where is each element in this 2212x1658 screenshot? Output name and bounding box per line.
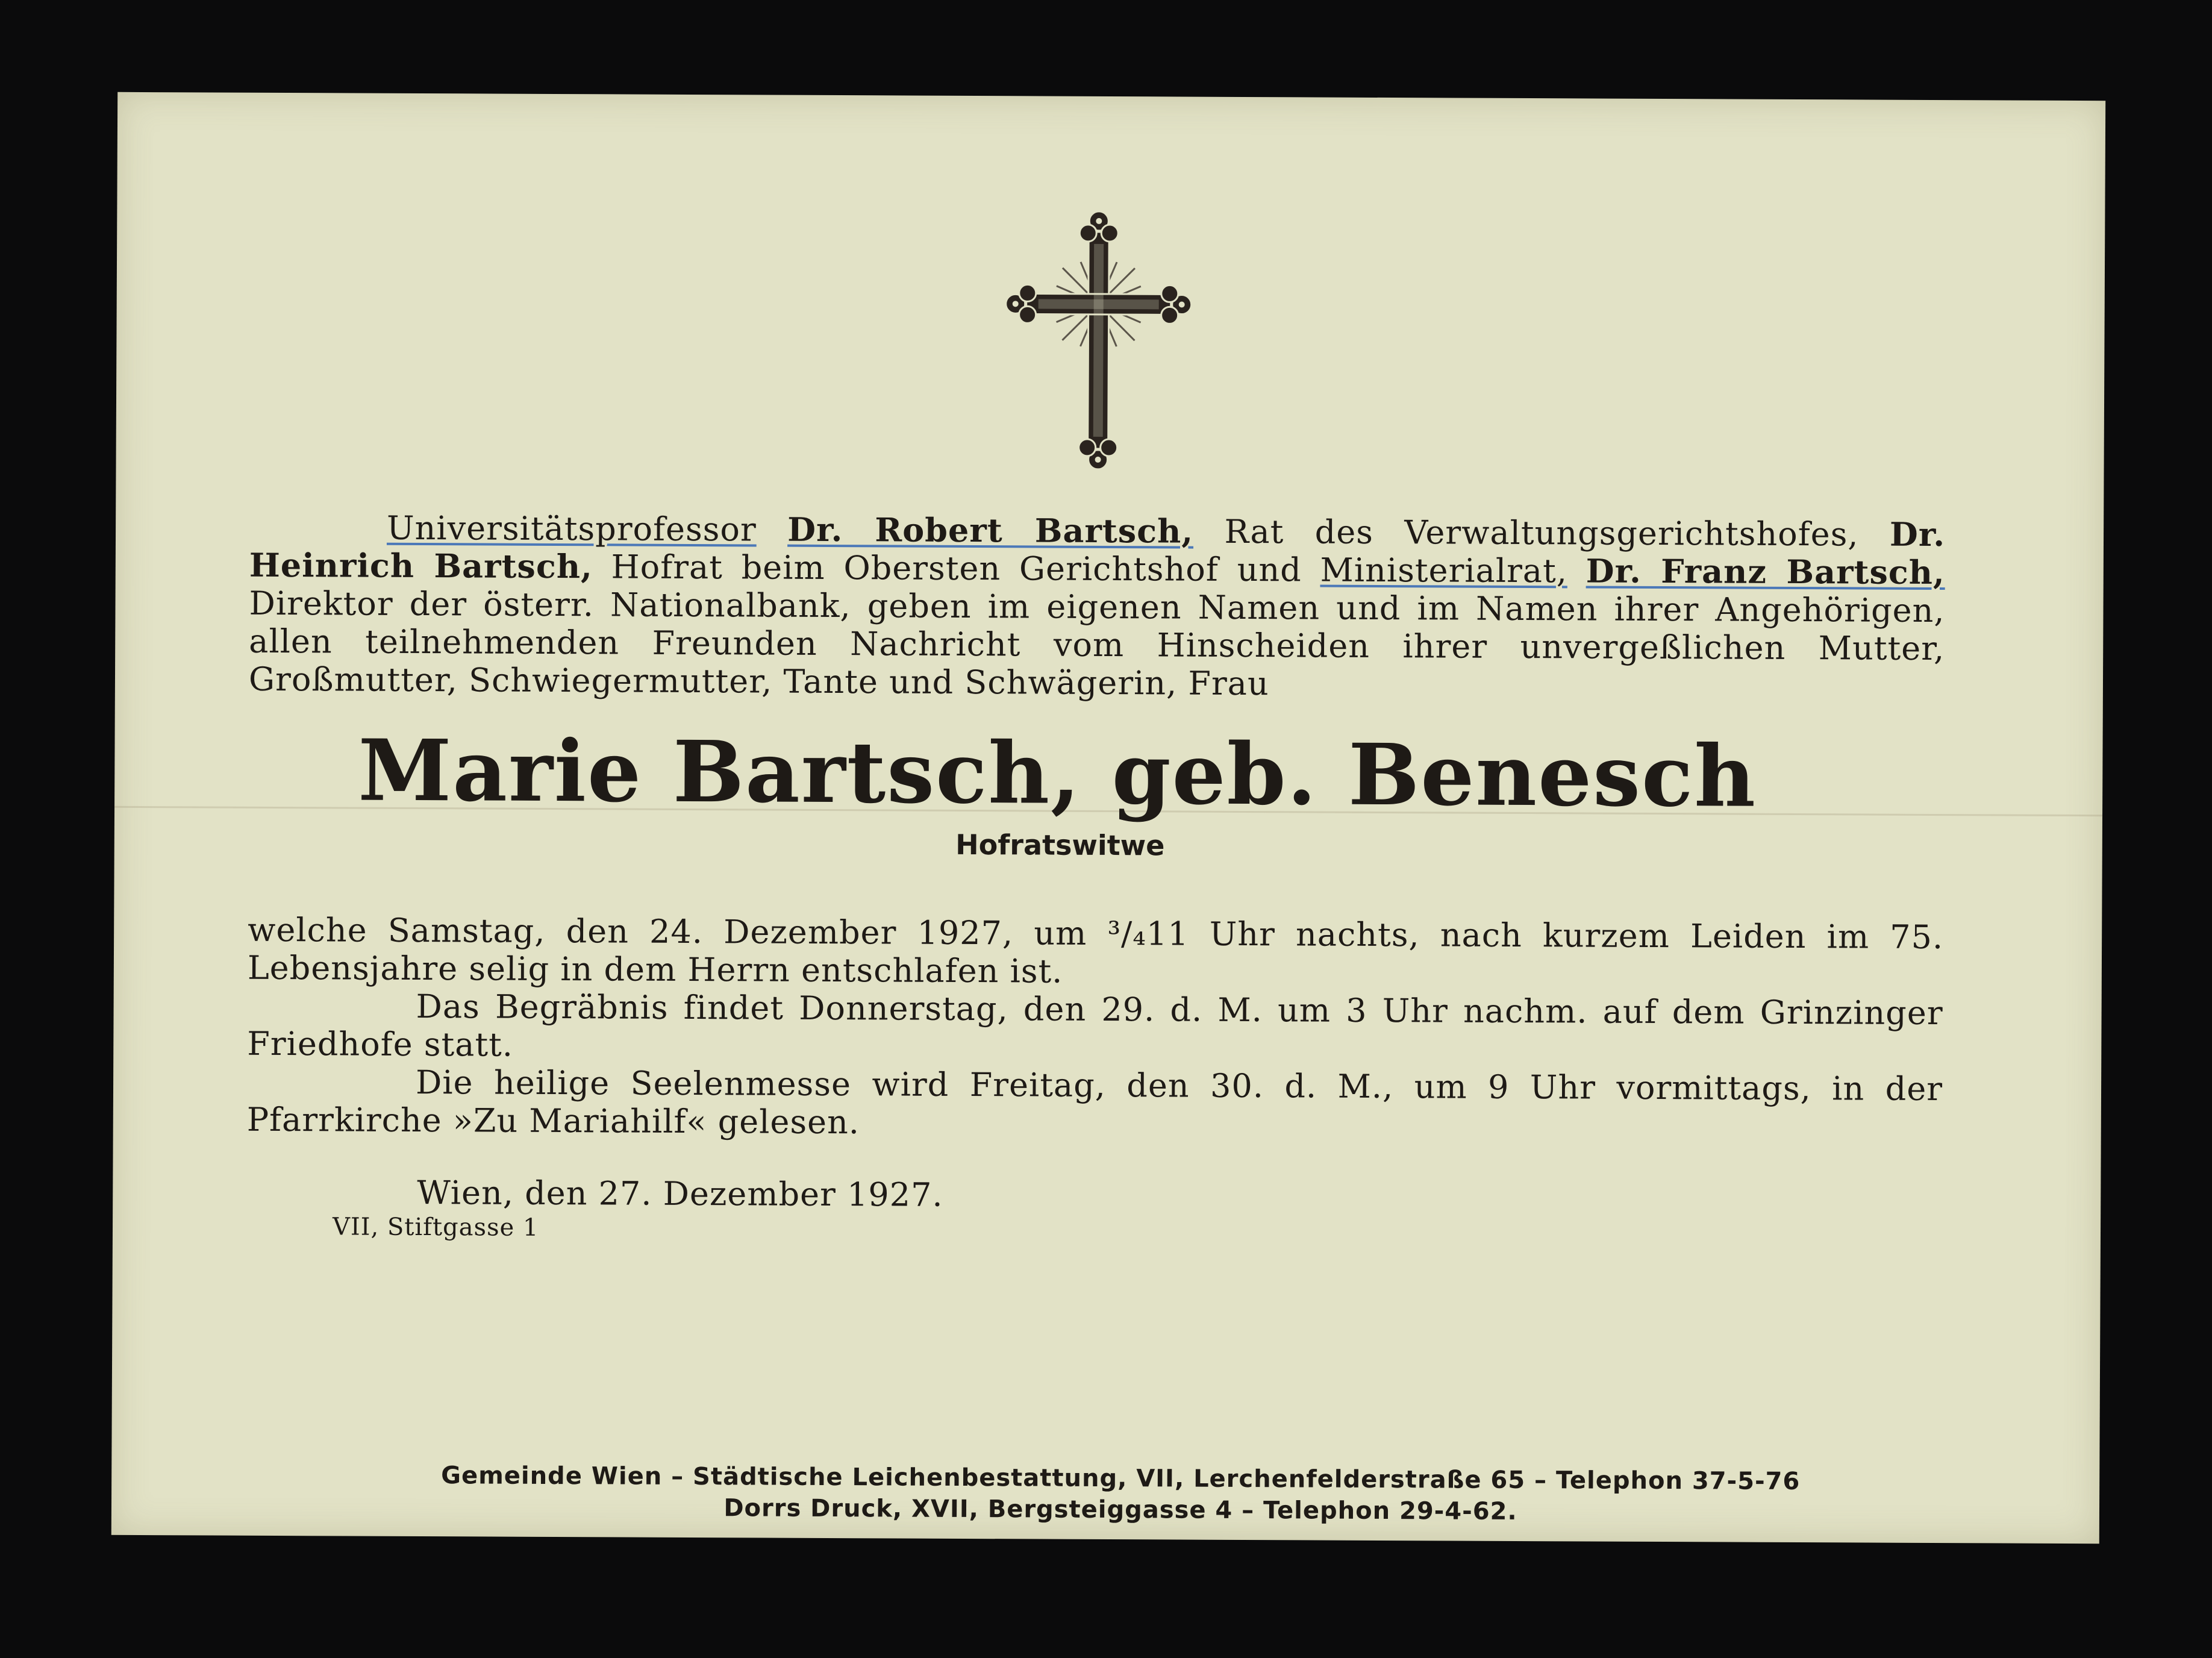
mourning-card <box>111 92 2105 1544</box>
footer-line-1: Gemeinde Wien – Städtische Leichenbestattung, VII, Lerchenfelderstraße 65 – Telephon 37-5-76 <box>441 1462 1801 1496</box>
death-paragraph: welche Samstag, den 24. Dezember 1927, um ³/₄11 Uhr nachts, nach kurzem Leiden im 75. Lebensjahre selig in dem Herrn entschlafen ist. <box>247 910 1944 990</box>
footer-line-2: Dorrs Druck, XVII, Bergsteiggasse 4 – Telephon 29-4-62. <box>723 1494 1517 1525</box>
son-name-3: Dr. Franz Bartsch, <box>1586 551 1945 592</box>
deceased-name: Marie Bartsch, geb. Benesch <box>358 721 1757 827</box>
cross-icon <box>1001 207 1195 473</box>
address: VII, Stiftgasse 1 <box>332 1213 539 1242</box>
intro-title-2: Rat des Verwaltungsgerichtshofes, <box>1224 512 1859 554</box>
printer-footer <box>111 1459 2099 1530</box>
mass-paragraph: Die heilige Seelenmesse wird Freitag, den 30. d. M., um 9 Uhr vormittags, in der Pfarrkirche »Zu Mariahilf« gelesen. <box>246 1063 1943 1142</box>
announcement-paragraph <box>249 508 1945 705</box>
intro-title-4: Ministerialrat, <box>1320 551 1568 590</box>
funeral-paragraph: Das Begräbnis findet Donnerstag, den 29. d. M. um 3 Uhr nachm. auf dem Grinzinger Friedhofe statt. <box>247 987 1943 1064</box>
son-name-2: Dr. Heinrich Bartsch, <box>249 515 1946 586</box>
intro-title-1: Universitätsprofessor <box>386 508 757 549</box>
intro-title-3: Hofrat beim Obersten Gerichtshof und <box>611 548 1302 589</box>
deceased-title: Hofratswitwe <box>955 828 1165 862</box>
intro-title-5: Direktor der österr. Nationalbank, geben im eigenen Namen und im Namen ihrer Angehörigen, allen teilnehmenden Freunden Nachricht vom Hinscheiden ihrer unvergeßlichen Mutter, Großmutter, Schwiegermutter, Tante und Schwägerin, Frau <box>248 584 1945 703</box>
son-name-1: Dr. Robert Bartsch, <box>787 510 1194 551</box>
place-date: Wien, den 27. Dezember 1927. <box>417 1173 943 1214</box>
deceased-block <box>114 722 2103 868</box>
details-block <box>247 911 1944 1146</box>
